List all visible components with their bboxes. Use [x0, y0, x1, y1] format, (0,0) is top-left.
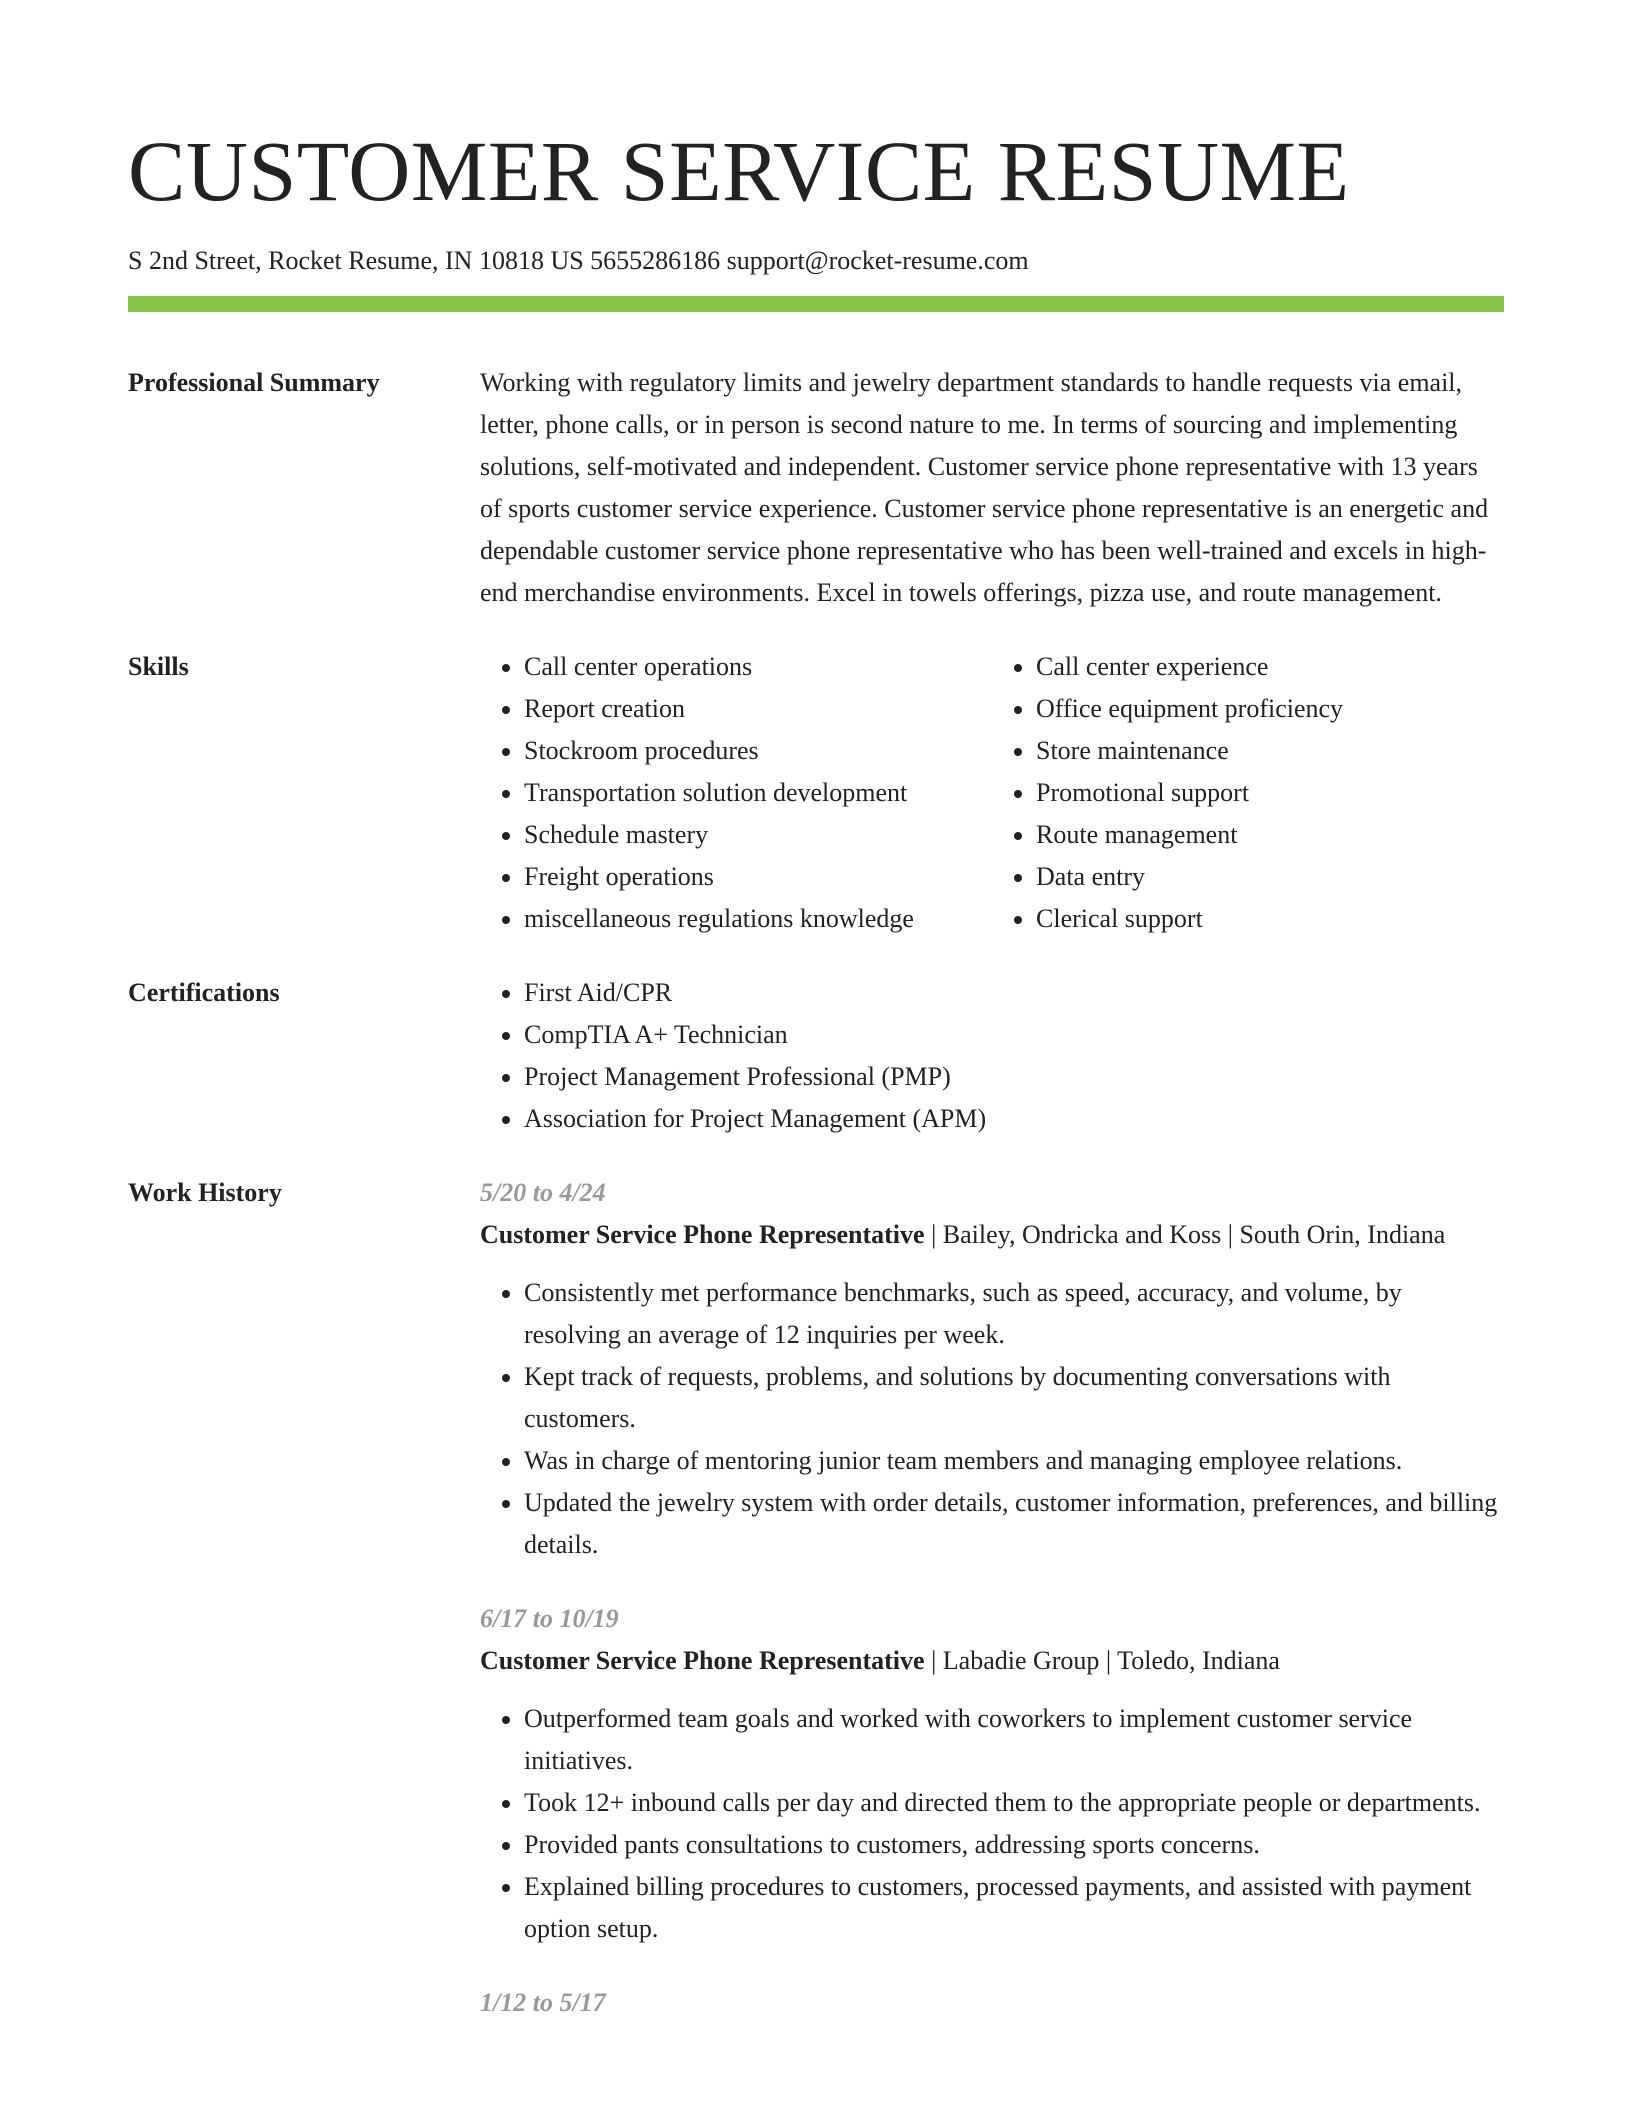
list-item: • Was in charge of mentoring junior team members and managing employee relations. — [524, 1440, 1504, 1482]
list-item: • Provided pants consultations to customers, addressing sports concerns. — [524, 1824, 1504, 1866]
job-heading — [480, 1640, 1504, 1682]
job-entry — [480, 1598, 1504, 1950]
list-item: • CompTIA A+ Technician — [524, 1014, 1504, 1056]
section-label: Skills — [128, 652, 189, 681]
summary-text: Working with regulatory limits and jewelry department standards to handle requests via email, letter, phone calls, or in person is second nature to me. In terms of sourcing and implementing solutions, self-motivated and independent. Customer service phone representative with 13 years of sports customer service experience. Customer service phone representative is an energetic and dependable customer service phone representative who has been well-trained and excels in high-end merchandise environments. Excel in towels offerings, pizza use, and route management. — [480, 368, 1489, 607]
list-item: • Project Management Professional (PMP) — [524, 1056, 1504, 1098]
list-item: • Clerical support — [1036, 898, 1504, 940]
list-item: • Outperformed team goals and worked with coworkers to implement customer service initiatives. — [524, 1698, 1504, 1782]
job-entry — [480, 1172, 1504, 1566]
list-item: • Consistently met performance benchmarks, such as speed, accuracy, and volume, by resolving an average of 12 inquiries per week. — [524, 1272, 1504, 1356]
job-dates: 1/12 to 5/17 — [480, 1988, 606, 2017]
list-item: • Call center experience — [1036, 646, 1504, 688]
list-item: • Schedule mastery — [524, 814, 992, 856]
list-item: • Took 12+ inbound calls per day and directed them to the appropriate people or departments. — [524, 1782, 1504, 1824]
list-item: • Promotional support — [1036, 772, 1504, 814]
skills-list-right — [992, 646, 1504, 940]
certifications-section — [128, 972, 1504, 1140]
skills-section — [128, 646, 1504, 940]
list-item: • Call center operations — [524, 646, 992, 688]
list-item: • Association for Project Management (APM) — [524, 1098, 1504, 1140]
resume-page — [128, 0, 1504, 2056]
header-accent-rule — [128, 296, 1504, 312]
skills-list-left — [480, 646, 992, 940]
list-item: • Store maintenance — [1036, 730, 1504, 772]
list-item: • Freight operations — [524, 856, 992, 898]
job-dates: 5/20 to 4/24 — [480, 1178, 606, 1207]
job-title: Customer Service Phone Representative — [480, 1646, 925, 1675]
list-item: • Kept track of requests, problems, and solutions by documenting conversations with customers. — [524, 1356, 1504, 1440]
list-item: • miscellaneous regulations knowledge — [524, 898, 992, 940]
job-bullets — [480, 1272, 1504, 1566]
list-item: • Updated the jewelry system with order details, customer information, preferences, and billing details. — [524, 1482, 1504, 1566]
contact-line: S 2nd Street, Rocket Resume, IN 10818 US 5655286186 support@rocket-resume.com — [128, 246, 1029, 275]
list-item: • Stockroom procedures — [524, 730, 992, 772]
section-label: Certifications — [128, 978, 280, 1007]
job-entry — [480, 1982, 1504, 2024]
list-item: • Data entry — [1036, 856, 1504, 898]
work-history-section — [128, 1172, 1504, 2056]
list-item: • Transportation solution development — [524, 772, 992, 814]
list-item: • Report creation — [524, 688, 992, 730]
job-details: | Labadie Group | Toledo, Indiana — [924, 1646, 1280, 1675]
job-title: Customer Service Phone Representative — [480, 1220, 925, 1249]
list-item: • First Aid/CPR — [524, 972, 1504, 1014]
certifications-list — [480, 972, 1504, 1140]
list-item: • Explained billing procedures to customers, processed payments, and assisted with payment option setup. — [524, 1866, 1504, 1950]
job-heading — [480, 1214, 1504, 1256]
job-bullets — [480, 1698, 1504, 1950]
list-item: • Route management — [1036, 814, 1504, 856]
professional-summary-section — [128, 362, 1504, 614]
section-label: Work History — [128, 1178, 282, 1207]
list-item: • Office equipment proficiency — [1036, 688, 1504, 730]
job-dates: 6/17 to 10/19 — [480, 1604, 619, 1633]
job-details: | Bailey, Ondricka and Koss | South Orin, Indiana — [924, 1220, 1446, 1249]
resume-title: CUSTOMER SERVICE RESUME — [128, 123, 1350, 219]
section-label: Professional Summary — [128, 368, 380, 397]
